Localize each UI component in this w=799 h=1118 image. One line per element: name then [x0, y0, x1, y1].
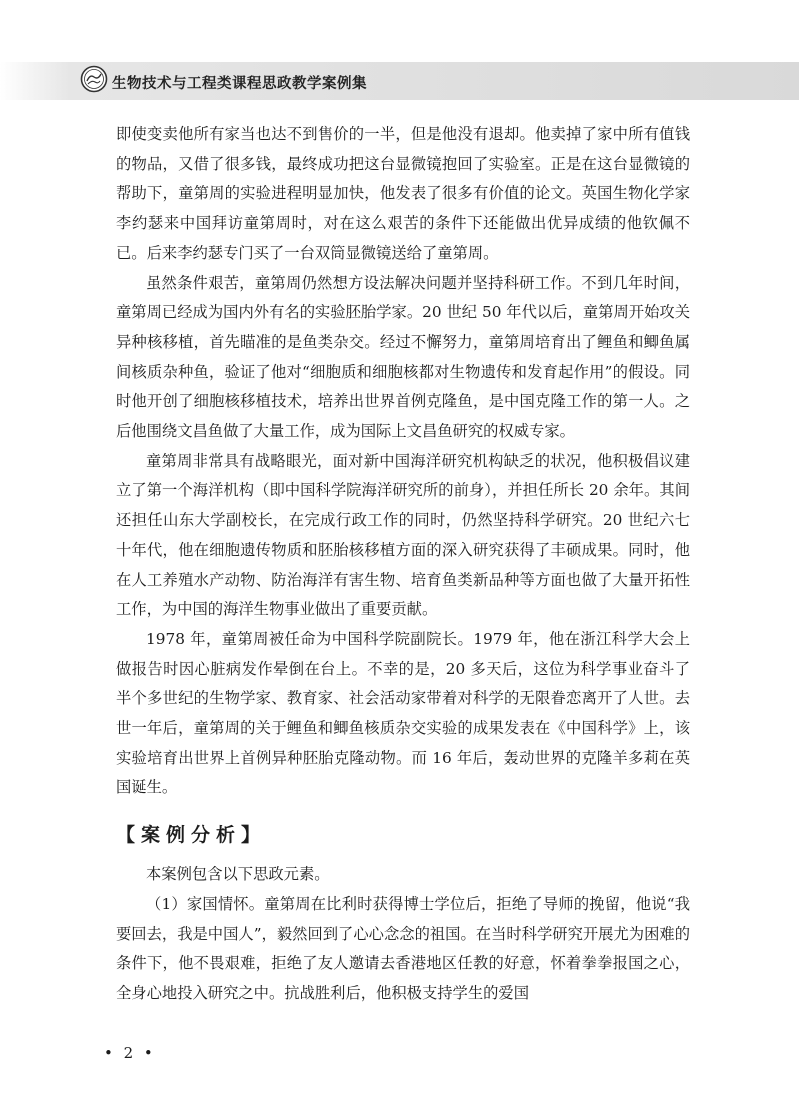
intro-paragraph: 本案例包含以下思政元素。	[146, 865, 330, 884]
body-paragraph: 童第周非常具有战略眼光，面对新中国海洋研究机构缺乏的状况，他积极倡议建立了第一个海洋机构（即中国科学院海洋研究所的前身），并担任所长 20 余年。其间还担任山东大学副校长，在完成行政工作的同时，仍然坚持科学研究。20 世纪六七十年代，他在细胞遗传物质和胚胎核移植方面的深入研究获得了丰硕成果。同时，他在人工养殖水产动物、防治海洋有害生物、培育鱼类新品种等方面也做了大量开拓性工作，为中国的海洋生物事业做出了重要贡献。	[116, 451, 690, 619]
list-item: （1）家国情怀。童第周在比利时获得博士学位后，拒绝了导师的挽留，他说“我要回去，我是中国人”，毅然回到了心心念念的祖国。在当时科学研究开展尤为困难的条件下，他不畏艰难，拒绝了友人邀请去香港地区任教的好意，怀着拳拳报国之心，全身心地投入研究之中。抗战胜利后，他积极支持学生的爱国	[116, 894, 690, 1002]
page-body	[116, 120, 690, 1009]
page-number: • 2 •	[104, 1044, 156, 1062]
section-heading: 【案例分析】	[116, 824, 267, 847]
body-paragraph: 即使变卖他所有家当也达不到售价的一半，但是他没有退却。他卖掉了家中所有值钱的物品，又借了很多钱，最终成功把这台显微镜抱回了实验室。正是在这台显微镜的帮助下，童第周的实验进程明显加快，他发表了很多有价值的论文。英国生物化学家李约瑟来中国拜访童第周时，对在这么艰苦的条件下还能做出优异成绩的他钦佩不已。后来李约瑟专门买了一台双筒显微镜送给了童第周。	[116, 125, 690, 262]
running-header-title: 生物技术与工程类课程思政教学案例集	[112, 76, 367, 92]
body-paragraph: 1978 年，童第周被任命为中国科学院副院长。1979 年，他在浙江科学大会上做报告时因心脏病发作晕倒在台上。不幸的是，20 多天后，这位为科学事业奋斗了半个多世纪的生物学家、教育家、社会活动家带着对科学的无限眷恋离开了人世。去世一年后，童第周的关于鲤鱼和鲫鱼核质杂交实验的成果发表在《中国科学》上，该实验培育出世界上首例异种胚胎克隆动物。而 16 年后，轰动世界的克隆羊多莉在英国诞生。	[116, 629, 690, 797]
body-paragraph: 虽然条件艰苦，童第周仍然想方设法解决问题并坚持科研工作。不到几年时间，童第周已经成为国内外有名的实验胚胎学家。20 世纪 50 年代以后，童第周开始攻关异种核移植，首先瞄准的是鱼类杂交。经过不懈努力，童第周培育出了鲤鱼和鲫鱼属间核质杂种鱼，验证了他对“细胞质和细胞核都对生物遗传和发育起作用”的假设。同时他开创了细胞核移植技术，培养出世界首例克隆鱼，是中国克隆工作的第一人。之后他围绕文昌鱼做了大量工作，成为国际上文昌鱼研究的权威专家。	[116, 273, 690, 441]
book-logo-icon	[80, 65, 108, 93]
